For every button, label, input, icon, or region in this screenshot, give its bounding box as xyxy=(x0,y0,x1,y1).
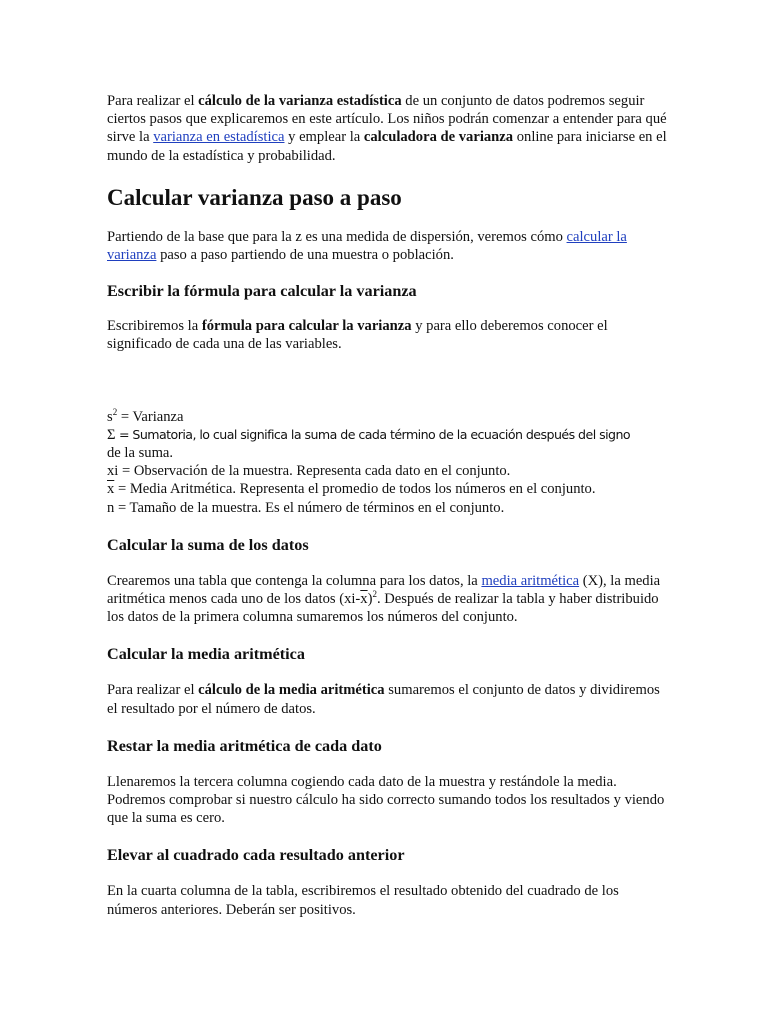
section0-text-2: paso a paso partiendo de una muestra o población. xyxy=(156,247,454,264)
link-media-aritmetica[interactable]: media aritmética xyxy=(481,572,580,589)
main-heading: Calcular varianza paso a paso xyxy=(107,184,402,210)
variable-s2 xyxy=(107,408,667,426)
xbar-symbol: $\overline{x}$ xyxy=(107,481,115,498)
section4-paragraph: Llenaremos la tercera columna cogiendo cada dato de la muestra y restándole la media. Podremos comprobar si nuestro cálculo ha sido correcto sumando todos los resultados y viendo que la suma es cero. xyxy=(107,773,665,827)
section1-paragraph xyxy=(107,317,667,353)
s-symbol: s xyxy=(107,408,113,425)
section2-text-2: (X), la media aritmética menos cada uno de los datos (xi- xyxy=(107,572,661,608)
section2-text-4: . Después de realizar la tabla y haber distribuido los datos de la primera columna sumaremos los números del conjunto. xyxy=(107,591,659,626)
section5-heading: Elevar al cuadrado cada resultado anterior xyxy=(107,846,405,865)
section3-heading: Calcular la media aritmética xyxy=(107,645,305,664)
section3-bold-1: cálculo de la media aritmética xyxy=(198,682,385,699)
section1-heading: Escribir la fórmula para calcular la varianza xyxy=(107,282,417,301)
section5-paragraph: En la cuarta columna de la tabla, escribiremos el resultado obtenido del cuadrado de los números anteriores. Deberán ser positivos. xyxy=(107,883,619,918)
s-description: = Varianza xyxy=(117,408,184,425)
section2-xbar-symbol: $\overline{x}$ xyxy=(360,591,368,608)
section2-text-3: ) xyxy=(367,591,373,608)
variable-sigma-continued: de la suma. xyxy=(107,445,174,462)
link-calcular-la-varianza[interactable]: calcular la varianza xyxy=(107,228,627,264)
section3-text-2: sumaremos el conjunto de datos y dividiremos el resultado por el número de datos. xyxy=(107,682,660,717)
section0-paragraph xyxy=(107,228,667,264)
variables-list xyxy=(107,408,667,517)
intro-paragraph xyxy=(107,92,667,165)
variable-xi: xi = Observación de la muestra. Representa cada dato en el conjunto. xyxy=(107,463,511,480)
sigma-description: = Sumatoria, lo cual significa la suma de cada término de la ecuación después del signo xyxy=(115,426,631,442)
intro-bold-1: cálculo de la varianza estadística xyxy=(198,93,402,109)
section2-text-1: Crearemos una tabla que contenga la columna para los datos, la xyxy=(107,572,482,589)
section0-text-1: Partiendo de la base que para la z es una medida de dispersión, veremos cómo xyxy=(107,228,567,245)
intro-text-3: y emplear la xyxy=(284,129,364,146)
intro-text-4: online para iniciarse en el mundo de la estadística y probabilidad. xyxy=(107,129,667,164)
section2-paragraph xyxy=(107,572,667,627)
section2-heading: Calcular la suma de los datos xyxy=(107,535,309,554)
section3-text-1: Para realizar el xyxy=(107,682,199,699)
variable-n: n = Tamaño de la muestra. Es el número de términos en el conjunto. xyxy=(107,499,505,516)
s-superscript: 2 xyxy=(112,406,118,417)
section1-text-2: y para ello deberemos conocer el significado de cada una de las variables. xyxy=(107,318,608,353)
intro-bold-2: calculadora de varianza xyxy=(363,129,514,146)
variable-xbar xyxy=(107,480,667,498)
intro-text-1: Para realizar el xyxy=(107,93,199,109)
section1-text-1: Escribiremos la xyxy=(107,318,202,335)
sigma-symbol: Σ xyxy=(107,426,116,443)
formula-space xyxy=(107,354,667,408)
intro-text-2: de un conjunto de datos podremos seguir ciertos pasos que explicaremos en este artículo. Los niños podrán comenzar a entender para qué sirve la xyxy=(107,93,667,146)
document-page xyxy=(107,92,667,919)
xbar-description: = Media Aritmética. Representa el promedio de todos los números en el conjunto. xyxy=(114,481,596,498)
section4-heading: Restar la media aritmética de cada dato xyxy=(107,736,382,755)
link-varianza-en-estadistica[interactable]: varianza en estadística xyxy=(153,129,285,146)
section1-bold-1: fórmula para calcular la varianza xyxy=(201,318,412,335)
section2-superscript: 2 xyxy=(372,589,377,600)
section3-paragraph xyxy=(107,681,667,717)
variable-sigma xyxy=(107,426,667,444)
